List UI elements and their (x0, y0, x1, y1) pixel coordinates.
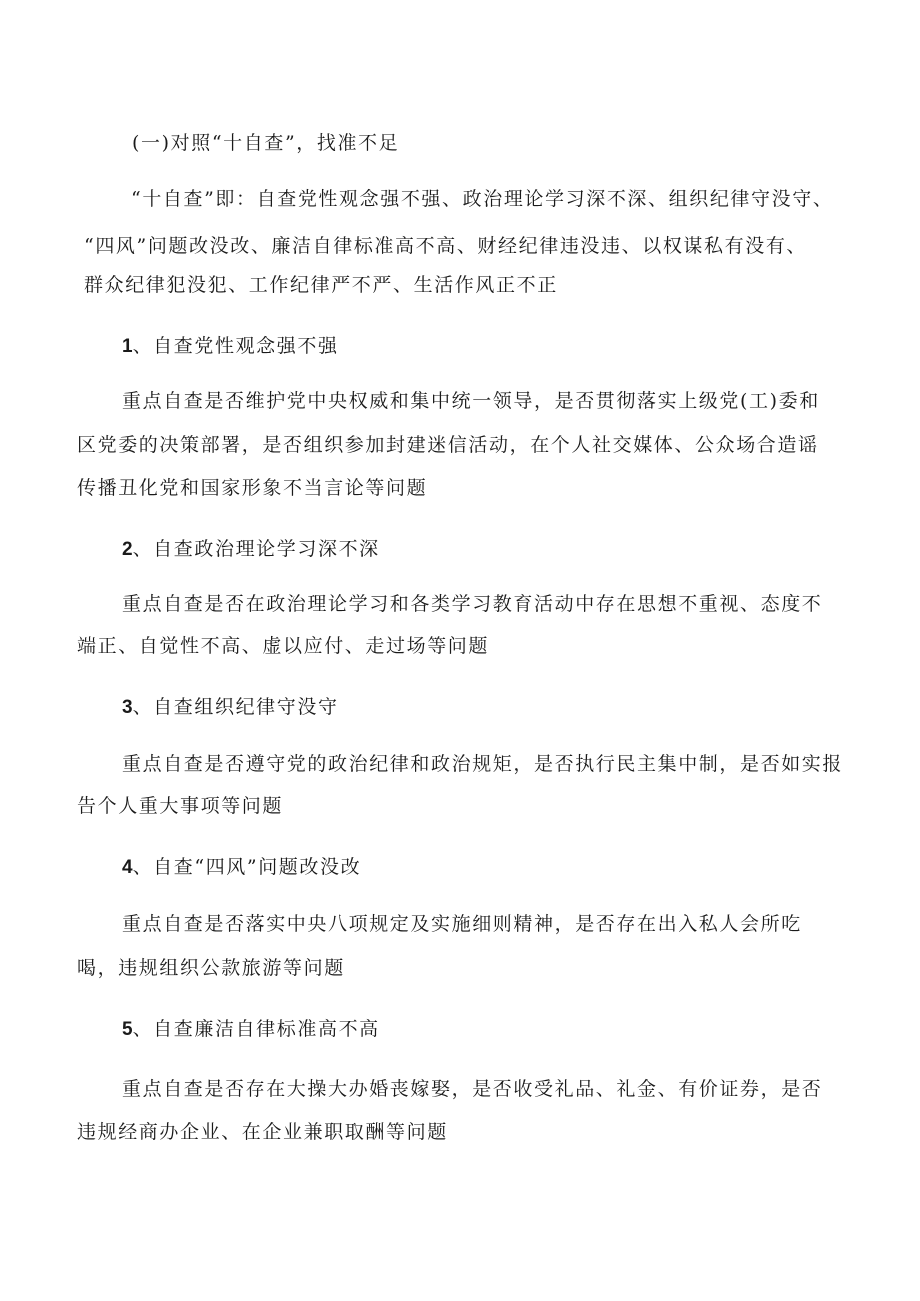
item-body-line: 重点自查是否落实中央八项规定及实施细则精神，是否存在出入私人会所吃 (122, 913, 802, 935)
intro-line: “四风”问题改没改、廉洁自律标准高不高、财经纪律违没违、以权谋私有没有、 (84, 235, 808, 257)
item-body-line: 喝，违规组织公款旅游等问题 (77, 957, 345, 979)
item-title: 、自查党性观念强不强 (132, 335, 339, 357)
item-title: 、自查政治理论学习深不深 (132, 538, 380, 560)
intro-line: “十自查”即：自查党性观念强不强、政治理论学习深不深、组织纪律守没守、 (131, 188, 834, 210)
item-body-line: 传播丑化党和国家形象不当言论等问题 (77, 477, 428, 499)
item-number: 5 (122, 1019, 133, 1040)
item-heading-3 (122, 695, 339, 720)
item-body-line: 重点自查是否遵守党的政治纪律和政治规矩，是否执行民主集中制，是否如实报 (122, 753, 844, 775)
item-number: 1 (122, 336, 133, 357)
item-number: 4 (122, 857, 133, 878)
item-body-line: 告个人重大事项等问题 (77, 795, 284, 817)
item-number: 2 (122, 539, 133, 560)
item-heading-4 (122, 855, 361, 880)
item-body-line: 端正、自觉性不高、虚以应付、走过场等问题 (77, 635, 490, 657)
item-number: 3 (122, 697, 133, 718)
item-title: 、自查廉洁自律标准高不高 (132, 1018, 380, 1040)
item-title: 、自查组织纪律守没守 (132, 696, 339, 718)
item-body-line: 重点自查是否存在大操大办婚丧嫁娶，是否收受礼品、礼金、有价证券，是否 (122, 1078, 823, 1100)
item-body-line: 违规经商办企业、在企业兼职取酬等问题 (77, 1121, 448, 1143)
item-title: 、自查“四风”问题改没改 (132, 856, 362, 878)
item-body-line: 重点自查是否在政治理论学习和各类学习教育活动中存在思想不重视、态度不 (122, 593, 823, 615)
item-body-line: 区党委的决策部署，是否组织参加封建迷信活动，在个人社交媒体、公众场合造谣 (77, 434, 819, 456)
section-heading: (一)对照“十自查”，找准不足 (132, 132, 400, 154)
item-heading-1 (122, 334, 339, 359)
intro-line: 群众纪律犯没犯、工作纪律严不严、生活作风正不正 (84, 274, 558, 296)
item-body-line: 重点自查是否维护党中央权威和集中统一领导，是否贯彻落实上级党(工)委和 (122, 390, 820, 412)
item-heading-2 (122, 537, 380, 562)
item-heading-5 (122, 1017, 380, 1042)
